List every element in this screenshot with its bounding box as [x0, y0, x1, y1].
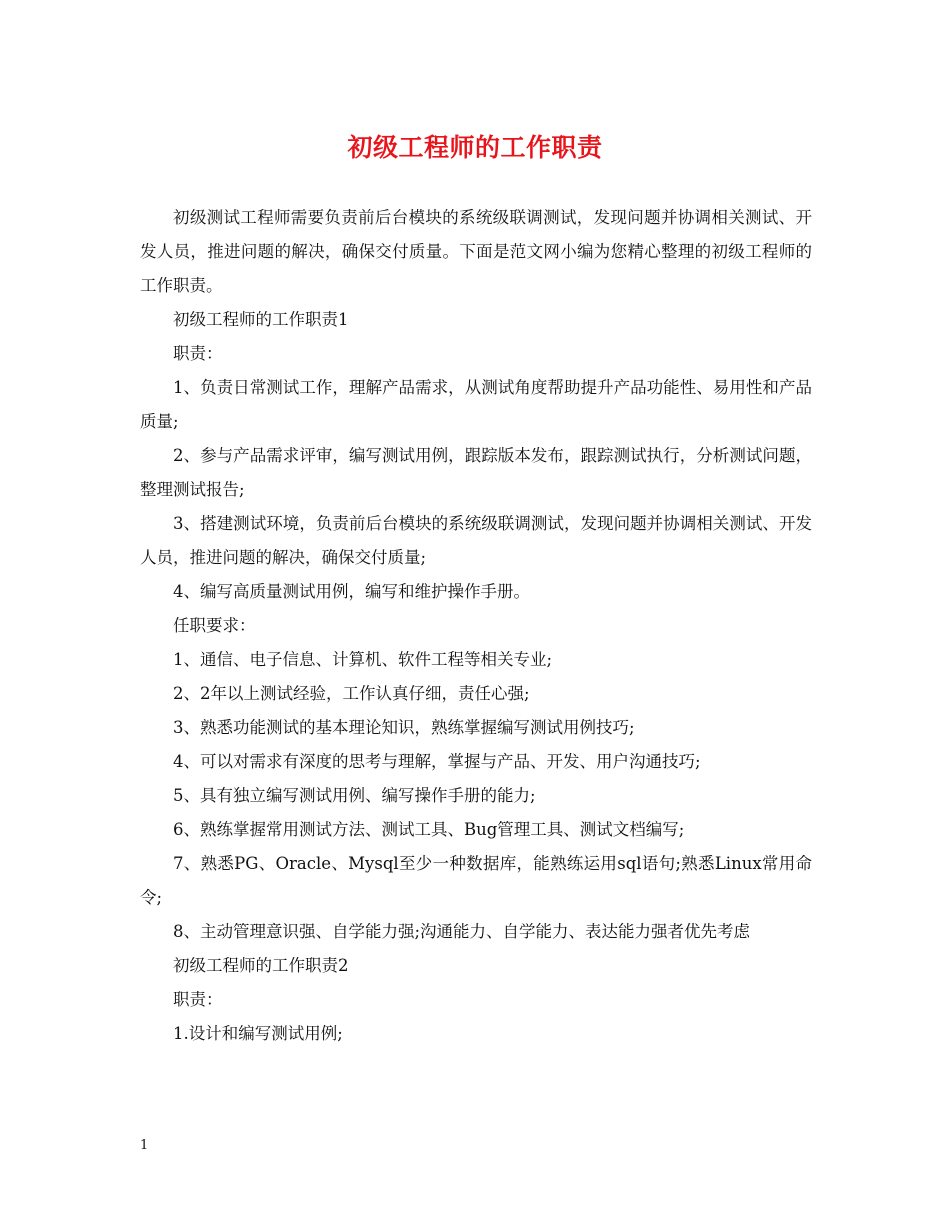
duty-item: 3、搭建测试环境，负责前后台模块的系统级联调测试，发现问题并协调相关测试、开发人员，推进问题的解决，确保交付质量; — [140, 514, 812, 567]
duty-item: 1.设计和编写测试用例; — [173, 1024, 343, 1043]
document-body — [140, 201, 812, 1051]
requirement-item: 2、2年以上测试经验，工作认真仔细，责任心强; — [173, 684, 530, 703]
section-heading-1: 初级工程师的工作职责1 — [173, 310, 349, 329]
requirement-item: 3、熟悉功能测试的基本理论知识，熟练掌握编写测试用例技巧; — [173, 718, 635, 737]
requirement-item: 7、熟悉PG、Oracle、Mysql至少一种数据库，能熟练运用sql语句;熟悉Linux常用命令; — [140, 854, 812, 907]
requirement-item: 4、可以对需求有深度的思考与理解，掌握与产品、开发、用户沟通技巧; — [173, 752, 701, 771]
requirement-item: 1、通信、电子信息、计算机、软件工程等相关专业; — [173, 650, 553, 669]
requirement-item: 6、熟练掌握常用测试方法、测试工具、Bug管理工具、测试文档编写; — [173, 820, 685, 839]
requirements-label: 任职要求： — [173, 616, 256, 635]
duties-label: 职责： — [173, 990, 223, 1009]
requirement-item: 8、主动管理意识强、自学能力强;沟通能力、自学能力、表达能力强者优先考虑 — [173, 922, 751, 941]
section-heading-2: 初级工程师的工作职责2 — [173, 956, 349, 975]
duty-item: 2、参与产品需求评审，编写测试用例，跟踪版本发布，跟踪测试执行，分析测试问题，整理测试报告; — [140, 446, 812, 499]
page-number: 1 — [140, 1138, 149, 1153]
document-title: 初级工程师的工作职责 — [347, 133, 603, 162]
intro-paragraph: 初级测试工程师需要负责前后台模块的系统级联调测试，发现问题并协调相关测试、开发人员，推进问题的解决，确保交付质量。下面是范文网小编为您精心整理的初级工程师的工作职责。 — [140, 208, 812, 295]
duty-item: 4、编写高质量测试用例，编写和维护操作手册。 — [173, 582, 530, 601]
duties-label: 职责： — [173, 344, 223, 363]
requirement-item: 5、具有独立编写测试用例、编写操作手册的能力; — [173, 786, 536, 805]
duty-item: 1、负责日常测试工作，理解产品需求，从测试角度帮助提升产品功能性、易用性和产品质量; — [140, 378, 812, 431]
